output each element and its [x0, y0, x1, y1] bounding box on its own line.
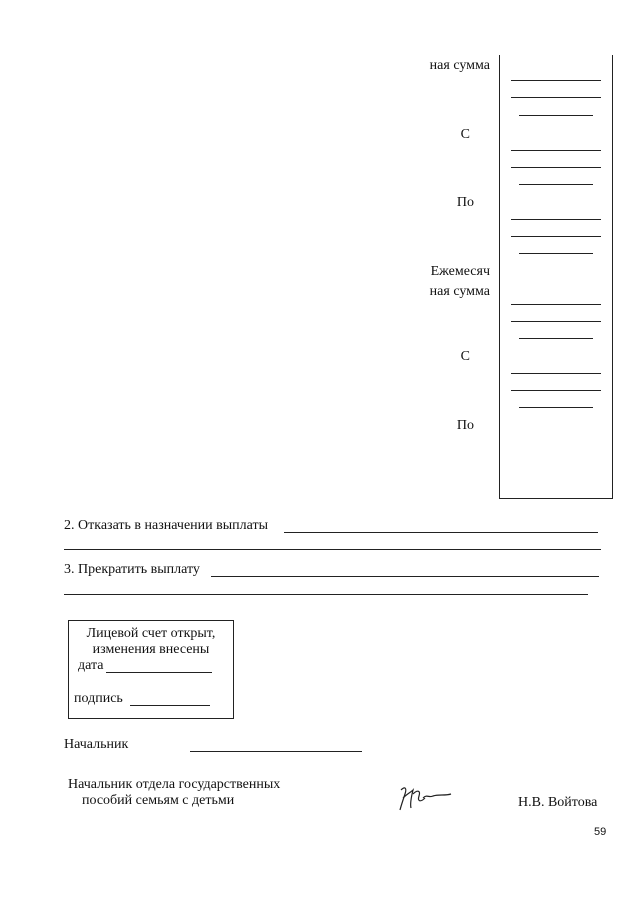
fill-line[interactable] [519, 407, 593, 408]
stop-reason-line[interactable] [211, 576, 599, 577]
values-column-box [499, 55, 613, 499]
fill-line[interactable] [511, 390, 601, 391]
monthly-amount-label: Ежемесяч ная сумма [429, 264, 490, 299]
fill-line[interactable] [511, 236, 601, 237]
refuse-payment-label: 2. Отказать в назначении выплаты [64, 518, 269, 533]
department-head-name: Н.В. Войтова [518, 795, 598, 810]
chief-label: Начальник [64, 737, 129, 752]
refuse-reason-line-2[interactable] [64, 549, 601, 550]
signature-label: подпись [74, 691, 123, 706]
amount-label-1: ная сумма [429, 58, 490, 73]
fill-line[interactable] [519, 338, 593, 339]
fill-line[interactable] [511, 150, 601, 151]
handwritten-signature-icon [395, 780, 455, 816]
fill-line[interactable] [511, 167, 601, 168]
department-head-title-2: пособий семьям с детьми [82, 793, 235, 808]
signature-field-line[interactable] [130, 705, 210, 706]
fill-line[interactable] [519, 115, 593, 116]
chief-signature-line[interactable] [190, 751, 362, 752]
fill-line[interactable] [511, 80, 601, 81]
fill-line[interactable] [511, 219, 601, 220]
stop-reason-line-2[interactable] [64, 594, 588, 595]
changes-made-text: изменения внесены [92, 642, 210, 657]
date-label: дата [78, 658, 104, 673]
page-number: 59 [594, 826, 607, 838]
fill-line[interactable] [511, 373, 601, 374]
to-label-1: По [456, 195, 474, 210]
fill-line[interactable] [511, 321, 601, 322]
fill-line[interactable] [519, 253, 593, 254]
date-field-line[interactable] [106, 672, 212, 673]
refuse-reason-line[interactable] [284, 532, 598, 533]
fill-line[interactable] [511, 97, 601, 98]
from-label-1: С [460, 127, 470, 142]
fill-line[interactable] [511, 304, 601, 305]
fill-line[interactable] [519, 184, 593, 185]
to-label-2: По [456, 418, 474, 433]
department-head-title-1: Начальник отдела государственных [68, 777, 281, 792]
stop-payment-label: 3. Прекратить выплату [64, 562, 200, 577]
account-opened-text: Лицевой счет открыт, [86, 626, 216, 641]
from-label-2: С [460, 349, 470, 364]
